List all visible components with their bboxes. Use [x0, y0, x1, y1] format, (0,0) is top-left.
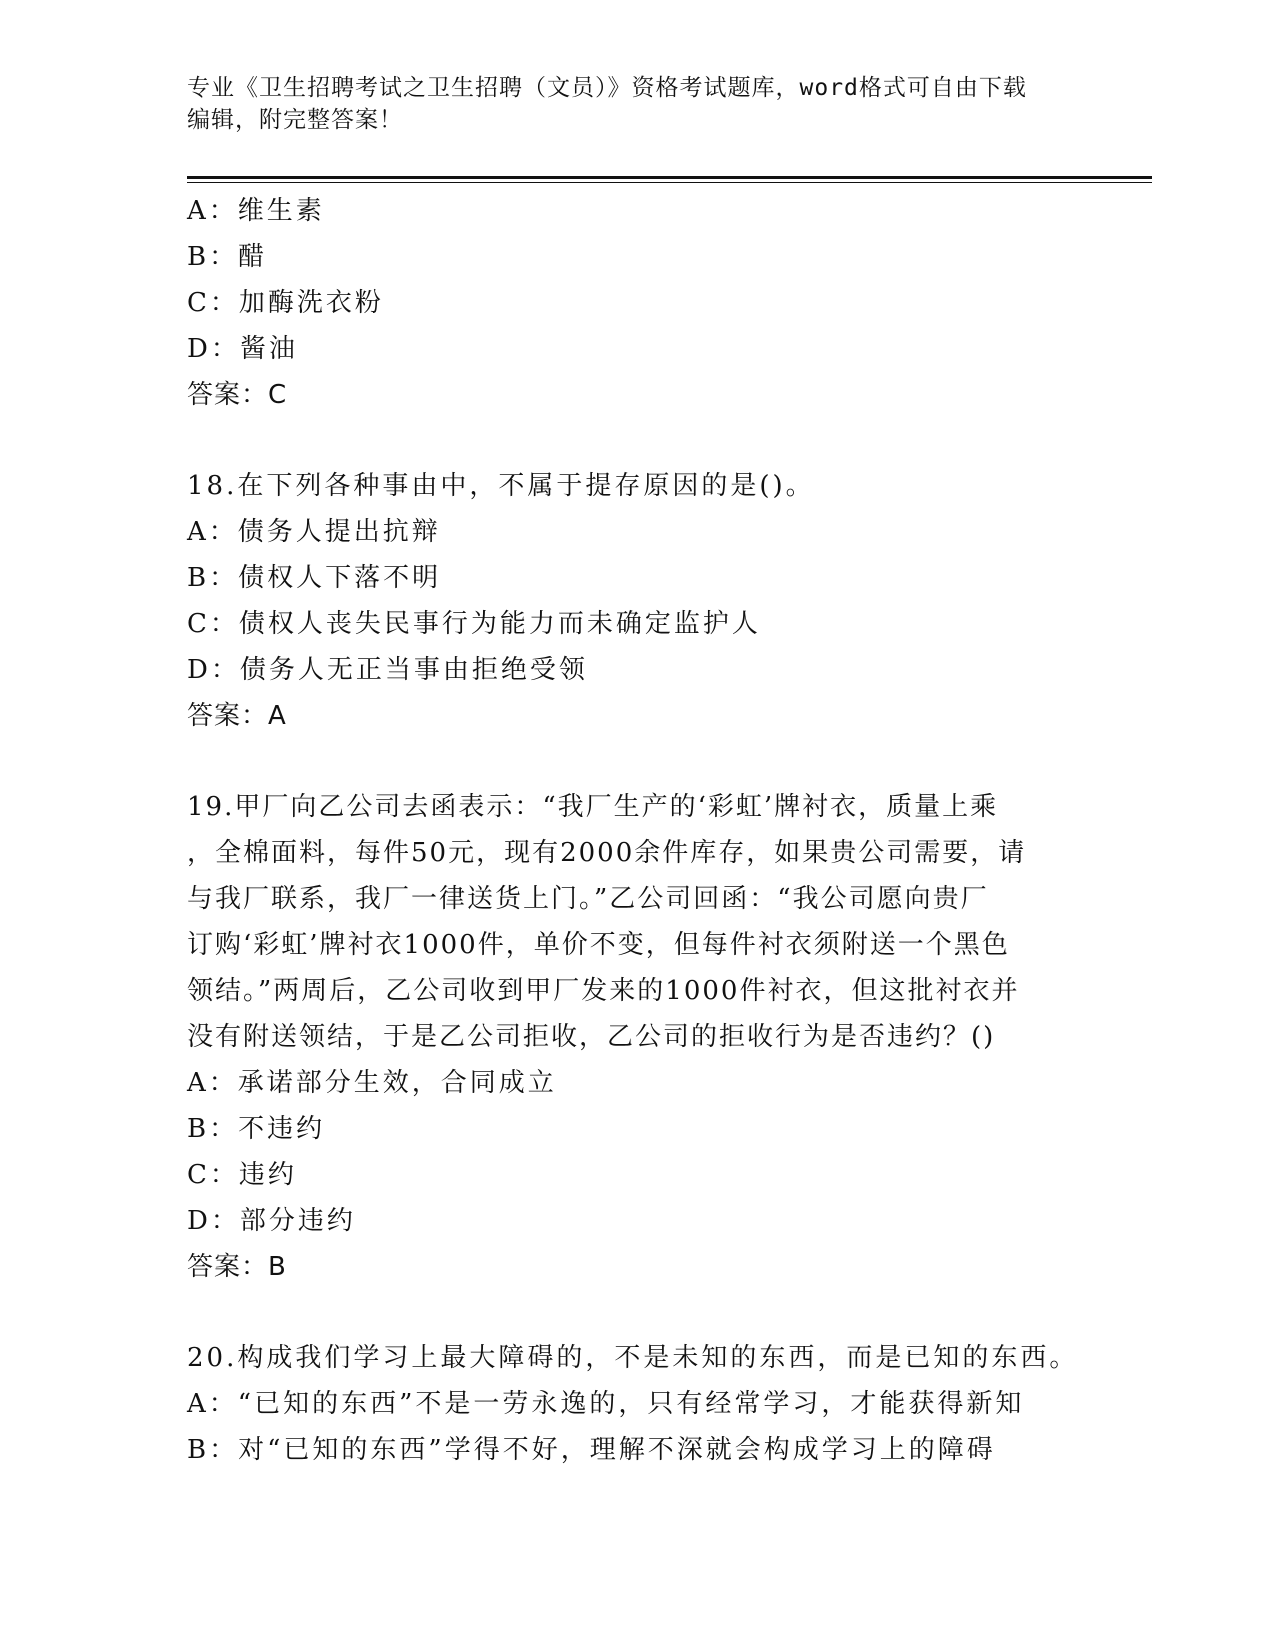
stem-line: 与我厂联系，我厂一律送货上门。”乙公司回函：“我公司愿向贵厂 — [187, 884, 989, 914]
stem-line: 领结。”两周后，乙公司收到甲厂发来的1000件衬衣，但这批衬衣并 — [187, 976, 1020, 1006]
option-a: A：债务人提出抗辩 — [187, 517, 441, 547]
stem-line: 19.甲厂向乙公司去函表示：“我厂生产的‘彩虹’牌衬衣，质量上乘 — [187, 792, 999, 822]
option-c: C：债权人丧失民事行为能力而未确定监护人 — [187, 609, 761, 639]
question-18 — [187, 463, 1087, 739]
header-line-2: 编辑，附完整答案！ — [187, 107, 403, 133]
stem-line: ，全棉面料，每件50元，现有2000余件库存，如果贵公司需要，请 — [187, 838, 1027, 868]
option-b: B：醋 — [187, 242, 268, 272]
document-header — [187, 72, 1067, 136]
header-line-1: 专业《卫生招聘考试之卫生招聘（文员）》资格考试题库，word格式可自由下载 — [187, 75, 1027, 101]
question-list — [187, 188, 1087, 1473]
question-stem: 20.构成我们学习上最大障碍的，不是未知的东西，而是已知的东西。 — [187, 1343, 1079, 1373]
option-a: A：“已知的东西”不是一劳永逸的，只有经常学习，才能获得新知 — [187, 1389, 1025, 1419]
answer: 答案：A — [187, 701, 287, 731]
option-a: A：承诺部分生效，合同成立 — [187, 1068, 557, 1098]
stem-line: 没有附送领结，于是乙公司拒收，乙公司的拒收行为是否违约？() — [187, 1022, 996, 1052]
option-c: C：违约 — [187, 1160, 297, 1190]
option-b: B：不违约 — [187, 1114, 326, 1144]
answer: 答案：B — [187, 1252, 287, 1282]
option-d: D：债务人无正当事由拒绝受领 — [187, 655, 588, 685]
question-17 — [187, 188, 1087, 418]
stem-line: 订购‘彩虹’牌衬衣1000件，单价不变，但每件衬衣须附送一个黑色 — [187, 930, 1010, 960]
option-c: C：加酶洗衣粉 — [187, 288, 384, 318]
option-b: B：债权人下落不明 — [187, 563, 442, 593]
option-d: D：酱油 — [187, 334, 298, 364]
question-stem — [187, 784, 1087, 1060]
option-b: B：对“已知的东西”学得不好，理解不深就会构成学习上的障碍 — [187, 1435, 996, 1465]
question-19 — [187, 784, 1087, 1290]
question-stem: 18.在下列各种事由中，不属于提存原因的是()。 — [187, 471, 815, 501]
header-divider-thin — [187, 182, 1152, 183]
option-d: D：部分违约 — [187, 1206, 356, 1236]
option-a: A：维生素 — [187, 196, 325, 226]
question-20 — [187, 1335, 1087, 1473]
answer: 答案：C — [187, 380, 288, 410]
header-divider-thick — [187, 176, 1152, 179]
